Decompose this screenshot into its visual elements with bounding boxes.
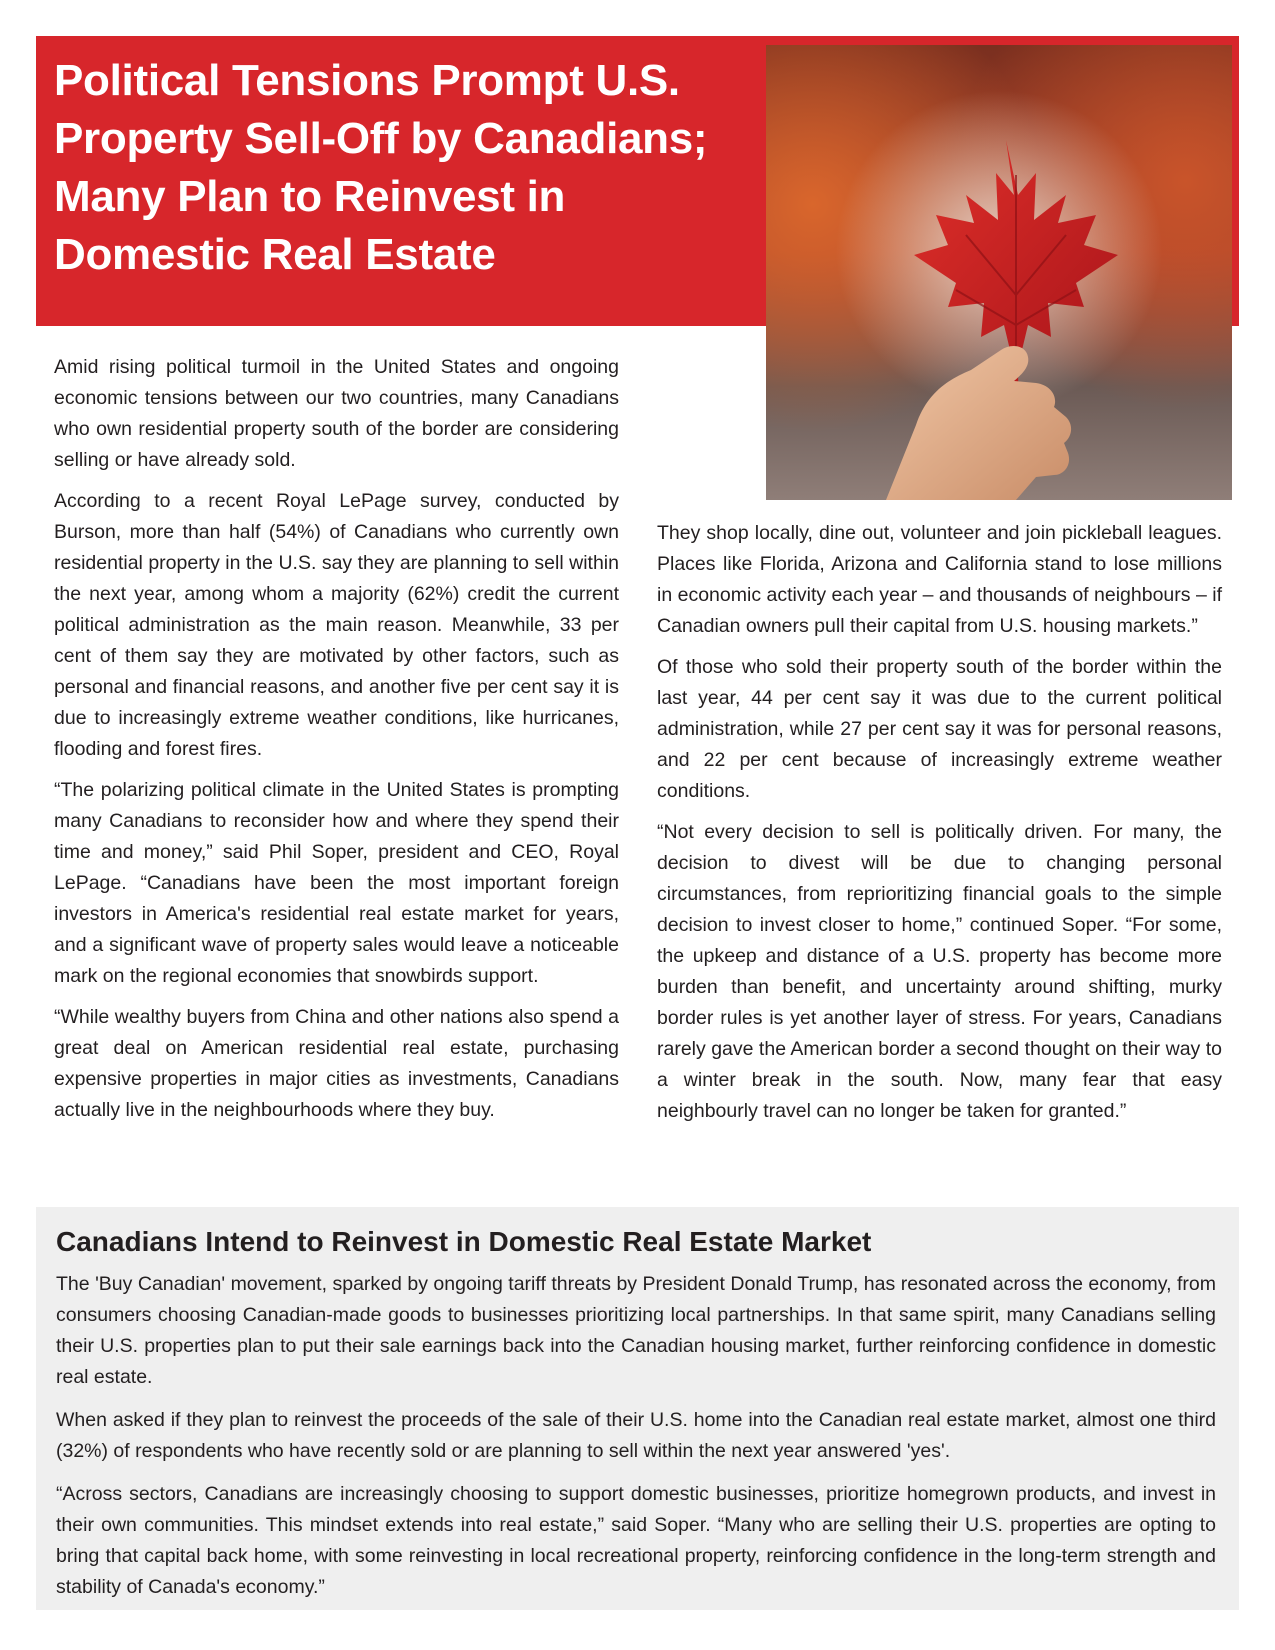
paragraph: When asked if they plan to reinvest the proceeds of the sale of their U.S. home into the Canadian real estate market, almost one third (32%) of respondents who have recently sold or are planning to sell within the next year answered 'yes'. (56, 1409, 1216, 1462)
paragraph: Amid rising political turmoil in the United States and ongoing economic tensions between our two countries, many Canadians who own residential property south of the border are considering selling or have already sold. (54, 356, 619, 471)
maple-leaf-photo (766, 45, 1232, 500)
paragraph: Of those who sold their property south of the border within the last year, 44 per cent say it was due to the current political administration, while 27 per cent say it was for personal reasons, and 22 per cent because of increasingly extreme weather conditions. (657, 656, 1222, 802)
paragraph: “The polarizing political climate in the United States is prompting many Canadians to reconsider how and where they spend their time and money,” said Phil Soper, president and CEO, Royal LePage. “Canadians have been the most important foreign investors in America's residential real estate market for years, and a significant wave of property sales would leave a noticeable mark on the regional economies that snowbirds support. (54, 779, 619, 987)
reinvest-sidebar (36, 1207, 1239, 1610)
page-title: Political Tensions Prompt U.S. Property Sell-Off by Canadians; Many Plan to Reinvest in Domestic Real Estate (54, 56, 708, 279)
paragraph: The 'Buy Canadian' movement, sparked by ongoing tariff threats by President Donald Trump, has resonated across the economy, from consumers choosing Canadian-made goods to businesses prioritizing local partnerships. In that same spirit, many Canadians selling their U.S. properties plan to put their sale earnings back into the Canadian housing market, further reinforcing confidence in domestic real estate. (56, 1273, 1216, 1388)
paragraph: “Across sectors, Canadians are increasingly choosing to support domestic businesses, prioritize homegrown products, and invest in their own communities. This mindset extends into real estate,” said Soper. “Many who are selling their U.S. properties are opting to bring that capital back home, with some reinvesting in local recreational property, reinforcing confidence in the long-term strength and stability of Canada's economy.” (56, 1483, 1216, 1598)
paragraph: “While wealthy buyers from China and other nations also spend a great deal on American residential real estate, purchasing expensive properties in major cities as investments, Canadians actually live in the neighbourhoods where they buy. (54, 1006, 619, 1121)
article-column-left (54, 352, 619, 1136)
article-column-right (657, 518, 1222, 1137)
sidebar-title: Canadians Intend to Reinvest in Domestic Real Estate Market (56, 1226, 872, 1257)
paragraph: “Not every decision to sell is politically driven. For many, the decision to divest will be due to changing personal circumstances, from reprioritizing financial goals to the simple decision to invest closer to home,” continued Soper. “For some, the upkeep and distance of a U.S. property has become more burden than benefit, and uncertainty around shifting, murky border rules is yet another layer of stress. For years, Canadians rarely gave the American border a second thought on their way to a winter break in the south. Now, many fear that easy neighbourly travel can no longer be taken for granted.” (657, 821, 1222, 1122)
paragraph: They shop locally, dine out, volunteer and join pickleball leagues. Places like Florida, Arizona and California stand to lose millions in economic activity each year – and thousands of neighbours – if Canadian owners pull their capital from U.S. housing markets.” (657, 522, 1222, 637)
paragraph: According to a recent Royal LePage survey, conducted by Burson, more than half (54%) of Canadians who currently own residential property in the U.S. say they are planning to sell within the next year, among whom a majority (62%) credit the current political administration as the main reason. Meanwhile, 33 per cent of them say they are motivated by other factors, such as personal and financial reasons, and another five per cent say it is due to increasingly extreme weather conditions, like hurricanes, flooding and forest fires. (54, 490, 619, 760)
